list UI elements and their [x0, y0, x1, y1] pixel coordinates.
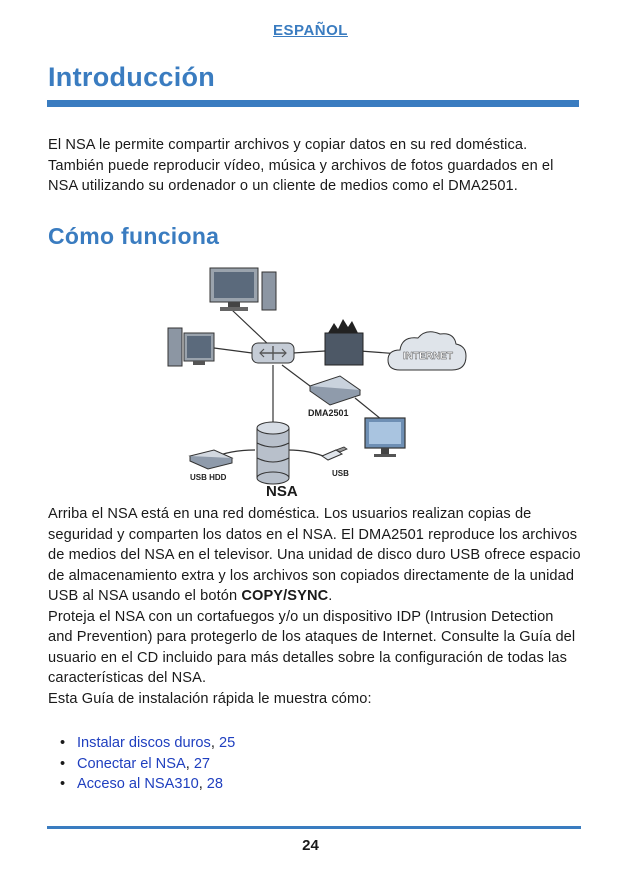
television-icon [365, 418, 405, 457]
how-it-works-body [48, 504, 582, 709]
desktop-computer-icon [210, 268, 276, 311]
page-number: 24 [302, 837, 319, 854]
bullet-icon: • [60, 776, 66, 792]
bullet-icon: • [60, 755, 66, 772]
copy-sync-button-name: COPY/SYNC [241, 588, 329, 604]
page-link[interactable]: 25 [218, 735, 236, 751]
guide-intro-line: Esta Guía de instalación rápida le muestra cómo: [48, 690, 372, 707]
bullet-icon: • [60, 735, 66, 751]
usb-stick-icon [322, 447, 349, 478]
usb-label: USB [332, 469, 349, 478]
page-link[interactable]: 27 [193, 755, 211, 772]
page-link[interactable]: 28 [206, 776, 224, 792]
nsa-label: NSA [266, 483, 298, 500]
dma2501-media-player-icon [308, 376, 360, 418]
section-title-introduction: Introducción [48, 62, 216, 92]
intro-paragraph: El NSA le permite compartir archivos y copiar datos en su red doméstica. También puede reproducir vídeo, música y archivos de fotos guardados en el NSA utilizando su ordenador o un cliente de medios como el DMA2501. [48, 137, 554, 194]
description-paragraph-end: . [328, 588, 333, 604]
section-title-how-it-works: Cómo funciona [48, 223, 220, 249]
title-underline-rule [47, 100, 579, 107]
dma2501-label: DMA2501 [308, 408, 349, 418]
language-header: ESPAÑOL [273, 22, 348, 39]
list-item: • Acceso al NSA310, 28 [60, 774, 235, 795]
description-paragraph: Arriba el NSA está en una red doméstica. Los usuarios realizan copias de seguridad y comparten los datos en el NSA. El DMA2501 reproduce los archivos de medios del NSA en el televisor. Una unidad de disco duro USB ofrece espacio de almacenamiento extra y los archivos son copiados directamente de la unidad USB al NSA usando el botón [48, 506, 581, 604]
usb-hdd-label: USB HDD [190, 473, 227, 482]
list-item: • Conectar el NSA, 27 [60, 754, 235, 775]
link-connect-nsa[interactable]: Conectar el NSA [77, 755, 186, 772]
internet-cloud-icon [388, 332, 466, 370]
contents-list [60, 733, 235, 795]
firewall-icon [325, 319, 363, 365]
list-item: • Instalar discos duros, 25 [60, 733, 235, 754]
link-access-nsa310[interactable]: Acceso al NSA310 [77, 776, 199, 792]
footer-rule [47, 826, 581, 829]
internet-label: INTERNET [403, 351, 453, 362]
nsa-storage-icon [257, 422, 289, 484]
firewall-paragraph: Proteja el NSA con un cortafuegos y/o un dispositivo IDP (Intrusion Detection and Prevention) para protegerlo de los ataques de Internet. Consulte la Guía del usuario en el CD incluido para más detalles sobre la configuración de todas las características del NSA. [48, 608, 576, 686]
desktop-computer-icon [168, 328, 214, 366]
network-diagram [160, 258, 470, 503]
network-switch-icon [252, 343, 294, 363]
usb-hard-drive-icon [190, 450, 232, 482]
link-install-hard-drives[interactable]: Instalar discos duros [77, 735, 211, 751]
